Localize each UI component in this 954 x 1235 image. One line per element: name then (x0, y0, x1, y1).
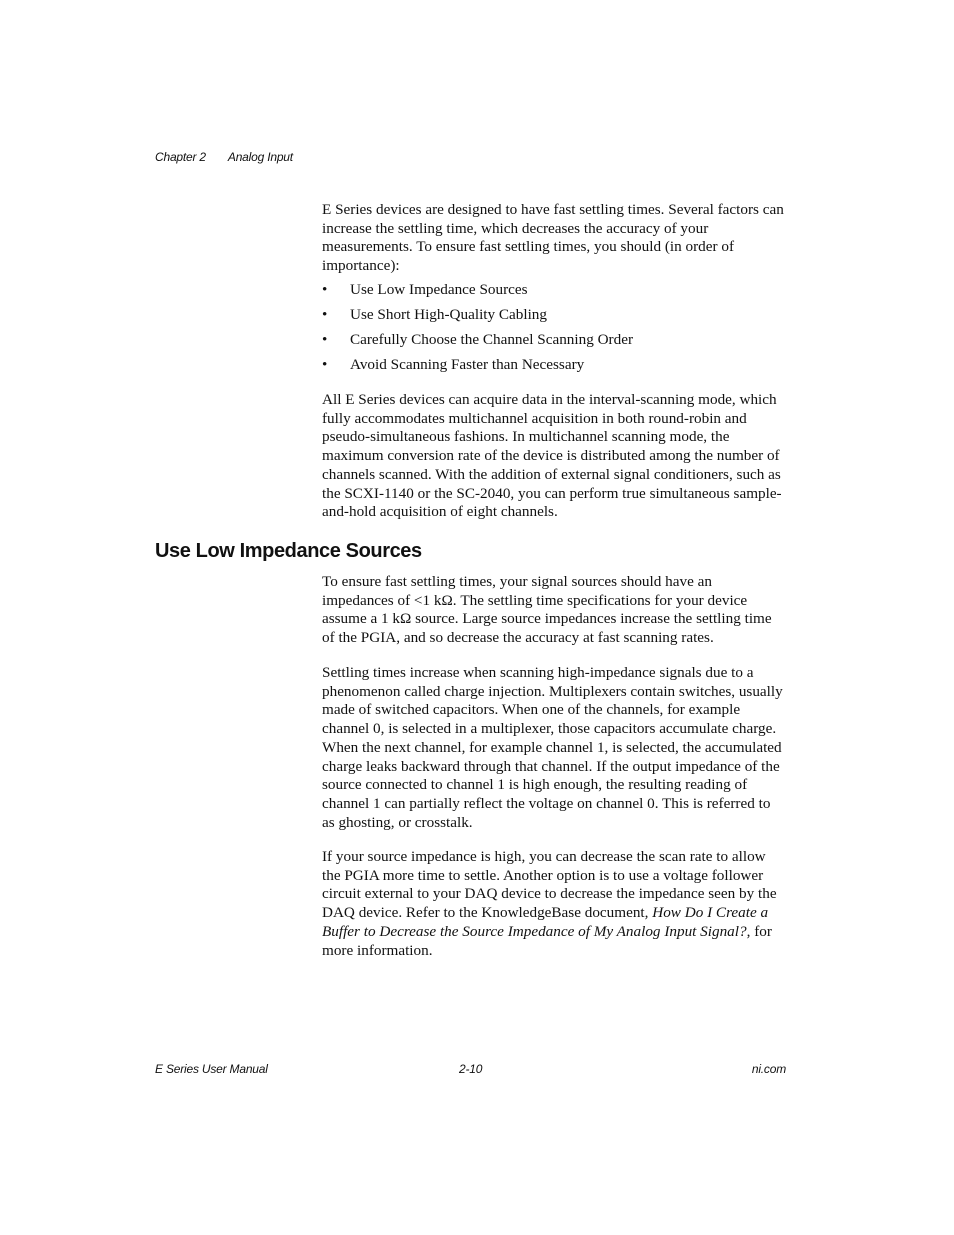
intro-paragraph-block (322, 201, 786, 276)
running-header (155, 150, 293, 164)
list-item (322, 356, 786, 381)
scanning-paragraph: All E Series devices can acquire data in the interval-scanning mode, which fully accommodates multichannel acquisition in both round-robin and pseudo-simultaneous fashions. In multichannel scanning mode, the maximum conversion rate of the device is distributed among the number of channels scanned. With the addition of external signal conditioners, such as the SCXI-1140 or the SC-2040, you can perform true simultaneous sample-and-hold acquisition of eight channels. (322, 391, 782, 521)
intro-paragraph: E Series devices are designed to have fast settling times. Several factors can increase the settling time, which decreases the accuracy of your measurements. To ensure fast settling times, you should (in order of importance): (322, 201, 784, 275)
impedance-paragraph-block (322, 573, 786, 648)
chapter-title: Analog Input (227, 150, 293, 164)
bullet-glyph: • (322, 356, 328, 373)
bullet-glyph: • (322, 281, 328, 298)
footer-page-number: 2-10 (459, 1062, 483, 1076)
footer-manual-title: E Series User Manual (155, 1062, 268, 1076)
scanning-paragraph-block (322, 391, 786, 522)
bullet-glyph: • (322, 306, 328, 323)
list-item-text: Use Low Impedance Sources (350, 281, 528, 298)
list-item (322, 331, 786, 356)
source-impedance-paragraph-block (322, 848, 786, 960)
source-impedance-paragraph (322, 848, 786, 960)
list-item-text: Use Short High-Quality Cabling (350, 306, 547, 323)
paragraph-text-end: , for more information. (322, 922, 772, 959)
bullet-glyph: • (322, 331, 328, 348)
impedance-paragraph: To ensure fast settling times, your signal sources should have an impedances of <1 kΩ. The settling time specifications for your device assume a 1 kΩ source. Large source impedances increase the settling time of the PGIA, and so decrease the accuracy at fast scanning rates. (322, 573, 772, 647)
list-item (322, 306, 786, 331)
list-item-text: Avoid Scanning Faster than Necessary (350, 356, 585, 373)
list-item-text: Carefully Choose the Channel Scanning Order (350, 331, 634, 348)
charge-injection-paragraph-block (322, 664, 786, 832)
charge-injection-paragraph: Settling times increase when scanning high-impedance signals due to a phenomenon called charge injection. Multiplexers contain switches, usually made of switched capacitors. When one of the channels, for example channel 0, is selected in a multiplexer, those capacitors accumulate charge. When the next channel, for example channel 1, is selected, the accumulated charge leaks backward through that channel. If the output impedance of the source connected to channel 1 is high enough, the resulting reading of channel 1 can partially reflect the voltage on channel 0. This is referred to as ghosting, or crosstalk. (322, 664, 783, 831)
chapter-number: Chapter 2 (155, 150, 206, 164)
paragraph-text-start: If your source impedance is high, you can decrease the scan rate to allow the PGIA more time to settle. Another option is to use a voltage follower circuit external to your DAQ device to decrease the impedance seen by the DAQ device. Refer to the KnowledgeBase document (322, 848, 777, 922)
knowledgebase-title: , How Do I Create a Buffer to Decrease the Source Impedance of My Analog Input Signal? (322, 904, 769, 940)
settling-factors-list (322, 281, 786, 381)
section-heading: Use Low Impedance Sources (155, 540, 422, 562)
list-item (322, 281, 786, 306)
footer-website: ni.com (751, 1062, 786, 1076)
